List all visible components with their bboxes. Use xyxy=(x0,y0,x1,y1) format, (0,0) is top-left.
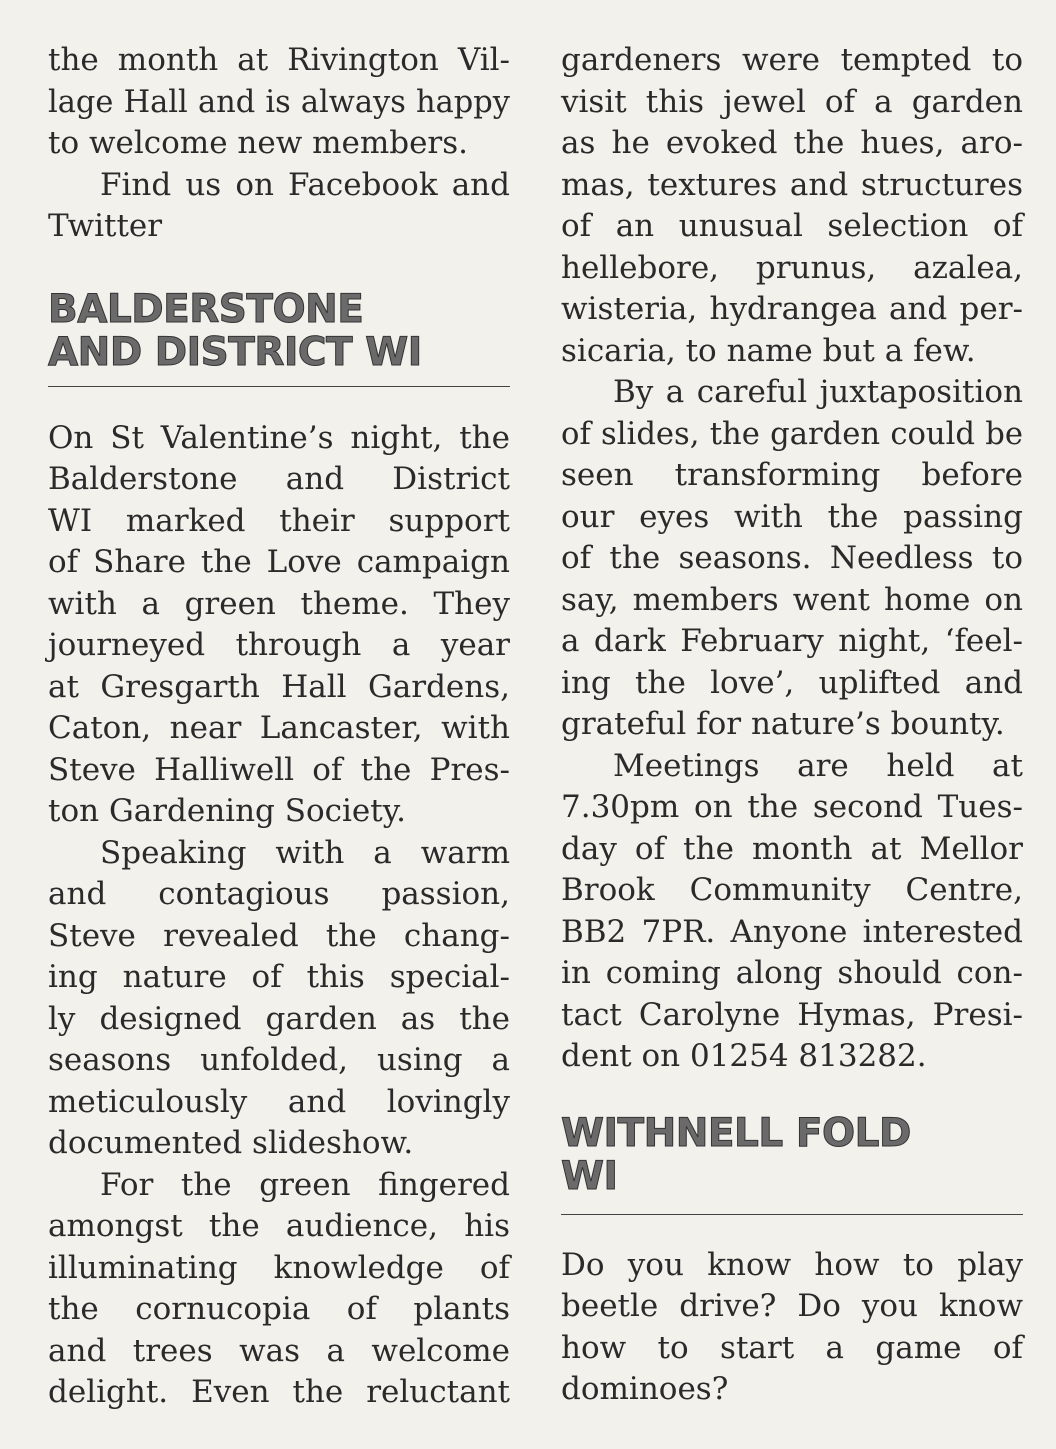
text-line: journeyed through a year xyxy=(48,627,510,663)
text-line: the month at Rivington Vil- xyxy=(48,42,510,78)
text-line: Steve Halliwell of the Pres- xyxy=(48,751,510,788)
text-line: ton Gardening Society. xyxy=(48,793,406,829)
text-line: our eyes with the passing xyxy=(561,498,1023,535)
text-line: in coming along should con- xyxy=(561,955,1023,991)
text-line: wisteria, hydrangea and per- xyxy=(561,291,1023,327)
text-line: illuminating knowledge of xyxy=(48,1249,510,1286)
text-line: dent on 01254 813282. xyxy=(561,1038,927,1074)
text-line: to welcome new members. xyxy=(48,125,468,161)
text-line: hellebore, prunus, azalea, xyxy=(561,249,1023,286)
text-line: at Gresgarth Hall Gardens, xyxy=(48,668,510,705)
text-line: seen transforming before xyxy=(561,457,1023,493)
headline-line: WI xyxy=(561,1153,618,1199)
text-line: Twitter xyxy=(48,208,163,244)
text-line: how to start a game of xyxy=(561,1329,1023,1366)
section-headline-withnell-fold xyxy=(561,1112,1023,1198)
article-paragraph xyxy=(561,746,1023,1078)
text-line: By a careful juxtaposition xyxy=(613,374,1023,410)
text-line: Speaking with a warm xyxy=(100,834,510,871)
right-column xyxy=(561,40,1023,1411)
text-line: say, members went home on xyxy=(561,581,1023,618)
text-line: and trees was a welcome xyxy=(48,1332,510,1369)
text-line: of Share the Love campaign xyxy=(48,544,510,580)
text-line: tact Carolyne Hymas, Presi- xyxy=(561,996,1023,1033)
text-line: Do you know how to play xyxy=(561,1246,1023,1283)
text-line: WI marked their support xyxy=(48,502,510,539)
text-line: of the seasons. Needless to xyxy=(561,540,1023,576)
headline-line: BALDERSTONE xyxy=(48,286,364,332)
text-line: delight. Even the reluctant xyxy=(48,1374,510,1410)
headline-line: WITHNELL FOLD xyxy=(561,1110,911,1156)
text-line: of an unusual selection of xyxy=(561,208,1023,244)
article-paragraph xyxy=(561,40,1023,372)
text-line: Steve revealed the chang- xyxy=(48,917,510,954)
headline-divider xyxy=(48,386,510,387)
text-line: with a green theme. They xyxy=(48,585,510,622)
article-paragraph xyxy=(48,1165,510,1414)
text-line: lage Hall and is always happy xyxy=(48,84,510,120)
text-line: and contagious passion, xyxy=(48,876,510,912)
text-line: dominoes? xyxy=(561,1371,729,1407)
text-line: Brook Community Centre, xyxy=(561,872,1023,908)
text-line: For the green fingered xyxy=(100,1166,510,1203)
text-line: ly designed garden as the xyxy=(48,1000,510,1037)
article-paragraph xyxy=(561,1245,1023,1411)
text-line: Balderstone and District xyxy=(48,461,510,497)
text-line: the cornucopia of plants xyxy=(48,1291,510,1327)
text-line: documented slideshow. xyxy=(48,1125,414,1161)
text-line: 7.30pm on the second Tues- xyxy=(561,789,1023,825)
article-paragraph xyxy=(48,418,510,833)
text-line: Meetings are held at xyxy=(613,747,1023,784)
headline-divider xyxy=(561,1214,1023,1215)
intro-paragraph xyxy=(48,40,510,165)
text-line: gardeners were tempted to xyxy=(561,42,1023,78)
text-line: beetle drive? Do you know xyxy=(561,1288,1023,1324)
text-line: ing the love’, uplifted and xyxy=(561,664,1023,701)
section-headline-balderstone xyxy=(48,288,510,374)
headline-line: AND DISTRICT WI xyxy=(48,329,422,375)
article-paragraph xyxy=(561,372,1023,746)
text-line: ing nature of this special- xyxy=(48,959,510,995)
social-paragraph xyxy=(48,165,510,248)
text-line: visit this jewel of a garden xyxy=(561,83,1023,120)
text-line: Find us on Facebook and xyxy=(100,166,510,203)
text-line: meticulously and lovingly xyxy=(48,1083,510,1120)
left-column xyxy=(48,40,510,1414)
text-line: sicaria, to name but a few. xyxy=(561,332,976,369)
text-line: Caton, near Lancaster, with xyxy=(48,710,510,746)
article-paragraph xyxy=(48,833,510,1165)
text-line: as he evoked the hues, aro- xyxy=(561,125,1023,161)
text-line: a dark February night, ‘feel- xyxy=(561,623,1023,659)
text-line: day of the month at Mellor xyxy=(561,830,1023,867)
text-line: grateful for nature’s bounty. xyxy=(561,706,1005,742)
text-line: seasons unfolded, using a xyxy=(48,1042,510,1078)
text-line: On St Valentine’s night, the xyxy=(48,419,510,456)
text-line: of slides, the garden could be xyxy=(561,416,1023,452)
text-line: BB2 7PR. Anyone interested xyxy=(561,913,1023,950)
text-line: mas, textures and structures xyxy=(561,166,1023,203)
text-line: amongst the audience, his xyxy=(48,1208,510,1244)
